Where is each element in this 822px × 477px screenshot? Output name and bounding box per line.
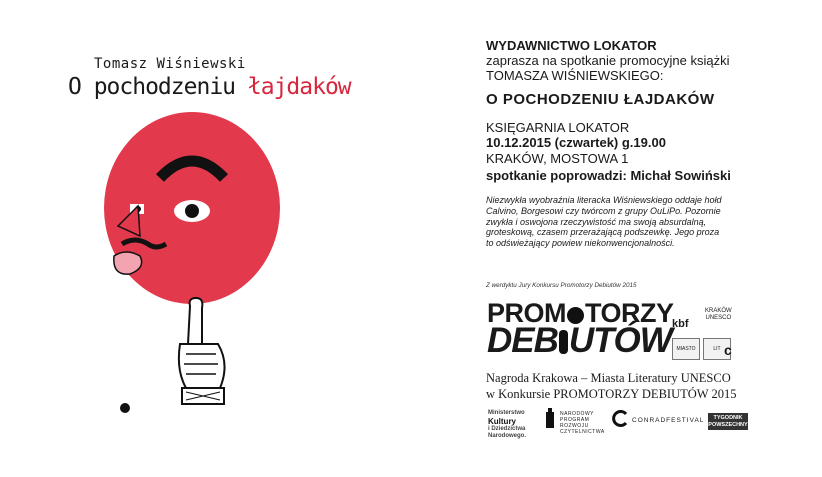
c-logo: c xyxy=(724,342,732,358)
tygodnik-logo: TYGODNIK POWSZECHNY xyxy=(708,413,748,430)
tongue xyxy=(114,252,142,274)
award-text: Nagroda Krakowa – Miasta Literatury UNESCO w Konkursie PROMOTORZY DEBIUTÓW 2015 xyxy=(486,371,737,401)
lantern-icon xyxy=(544,408,556,432)
pupil xyxy=(185,204,199,218)
ministry-logo: Ministerstwo Kultury i Dziedzictwa Narodowego. xyxy=(488,410,527,439)
dot-icon xyxy=(559,330,568,354)
promo-logo-top: PROM TORZY xyxy=(487,298,674,328)
author-name: TOMASZA WIŚNIEWSKIEGO: xyxy=(486,68,664,83)
promo-logo-bottom: DEB UTÓW xyxy=(487,321,672,360)
description: Niezwykła wyobraźnia literacka Wiśniewskiego oddaje hołd Calvino, Borgesowi czy twórcom z grupy OuLiPo. Pozornie zwykła i oswojona rzeczywistość ma swoją absurdalną, groteskową, czasem przerażającą podszewkę. Jego proza to odświeżający powiew niekonwencjonalności. xyxy=(486,195,722,249)
address: KRAKÓW, MOSTOWA 1 xyxy=(486,151,629,166)
badge-logo-1: MIASTO xyxy=(672,338,700,360)
cover-title xyxy=(68,74,351,100)
finger xyxy=(188,298,202,344)
event-date: 10.12.2015 (czwartek) g.19.00 xyxy=(486,135,666,150)
bomb xyxy=(120,403,130,413)
krakow-unesco-logo: KRAKÓW UNESCO xyxy=(705,308,732,321)
publisher: WYDAWNICTWO LOKATOR xyxy=(486,38,657,53)
invitation: zaprasza na spotkanie promocyjne książki xyxy=(486,53,730,68)
book-title: O POCHODZENIU ŁAJDAKÓW xyxy=(486,91,715,108)
venue: KSIĘGARNIA LOKATOR xyxy=(486,120,630,135)
cover-title-part1: O pochodzeniu xyxy=(68,74,248,100)
jury-note: Z werdyktu Jury Konkursu Promotorzy Debiutów 2015 xyxy=(486,282,637,289)
reading-program-logo: NARODOWY PROGRAM ROZWOJU CZYTELNICTWA xyxy=(560,411,605,435)
cover-title-part2: łajdaków xyxy=(247,74,351,100)
hand xyxy=(179,344,225,388)
conrad-c-icon xyxy=(612,410,629,427)
badge-logo-2: LIT xyxy=(703,338,731,360)
cover-illustration xyxy=(100,108,300,418)
cover-author: Tomasz Wiśniewski xyxy=(94,56,246,72)
host: spotkanie poprowadzi: Michał Sowiński xyxy=(486,168,731,183)
kbf-logo: kbf xyxy=(672,318,689,330)
conrad-festival-logo: CONRADFESTIVAL xyxy=(632,417,705,424)
